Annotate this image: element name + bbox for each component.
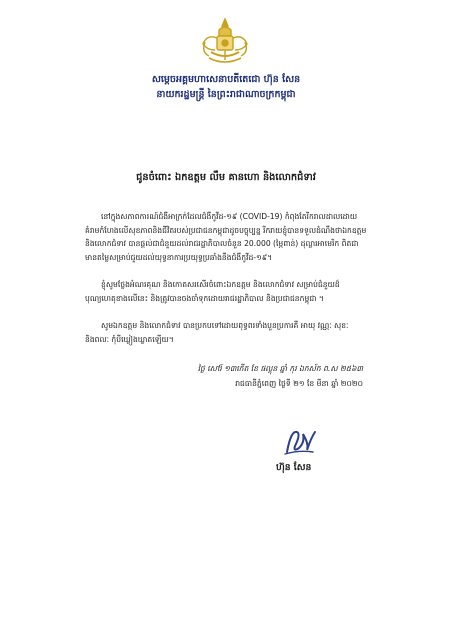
paragraph-line: មានតម្លៃសម្រាប់ជួយដល់យុទ្ធនាការប្រយុទ្ធប្រឆាំងនឹងជំងឺកូវីដ-១៩។ — [85, 252, 273, 262]
letter-subject: ជូនចំពោះ ឯកឧត្តម លឹម គានហោ និងលោកជំទាវ — [136, 172, 316, 183]
solar-date: រាជធានីភ្នំពេញ ថ្ងៃទី ២១ ខែ មីនា ឆ្នាំ ២០២០ — [235, 379, 363, 388]
lunar-date: ថ្ងៃ សៅរ៍ ១៣កើត ខែ ផល្គុន ឆ្នាំ កុរ ឯកស័ក ព.ស ២៥៦៣ — [197, 364, 363, 373]
paragraph-line: នៅក្នុងសភាពការណ៍ជំងឺអាក្រក់ដែលជំងឺកូវីដ-១៩ (COVID-19) កំពុងតែរីករាលដាលដោយ — [101, 212, 358, 221]
paragraph-line: សូមឯកឧត្តម និងលោកជំទាវ បានប្រកបទៅដោយពុទ្ធពរទាំងបួនប្រការគឺ អាយុ វណ្ណៈ សុខៈ — [101, 321, 349, 330]
organization-title: សម្តេចអគ្គមហាសេនាបតីតេជោ ហ៊ុន សែន — [151, 74, 301, 85]
paragraph-3 — [85, 319, 385, 346]
paragraph-line: ខ្ញុំសូមថ្លែងអំណរគុណ និងកោតសរសើរចំពោះឯកឧត្តម និងលោកជំទាវ សម្រាប់ជំនួយដ៏ — [101, 280, 340, 289]
paragraph-line: និងលោកជំទាវ បានផ្តល់ជាជំនួយដល់រាជរដ្ឋាភិបាលចំនួន 20.000 (ម្ភៃពាន់) ដុល្លារអាមេរិក ពិតជា — [85, 239, 359, 248]
paragraph-line: បុណ្យហេតុខាងលើនេះ និងត្រូវបានចងចាំទុកដោយរាជរដ្ឋាភិបាល និងប្រជាជនកម្ពុជា ។ — [85, 293, 324, 303]
paragraph-line: គំរាមកំហែងលើសុខភាពនិងជីវិតរបស់ប្រជាជនកម្ពុជាដូចបច្ចុប្បន្ន រីករាយខ្ញុំបានទទួលដំណឹងថាឯកឧត្តម — [85, 225, 367, 235]
organization-subtitle: នាយករដ្ឋមន្ត្រី នៃព្រះរាជាណាចក្រកម្ពុជា — [156, 89, 296, 100]
signer-name: ហ៊ុន សែន — [276, 462, 312, 473]
paragraph-line: និងពលៈ កុំបីឃ្លៀងឃ្លាតឡើយ។ — [85, 334, 174, 344]
paragraph-1 — [85, 210, 385, 264]
royal-emblem-icon — [197, 16, 253, 68]
paragraph-2 — [85, 278, 385, 305]
signature-icon — [281, 424, 319, 458]
